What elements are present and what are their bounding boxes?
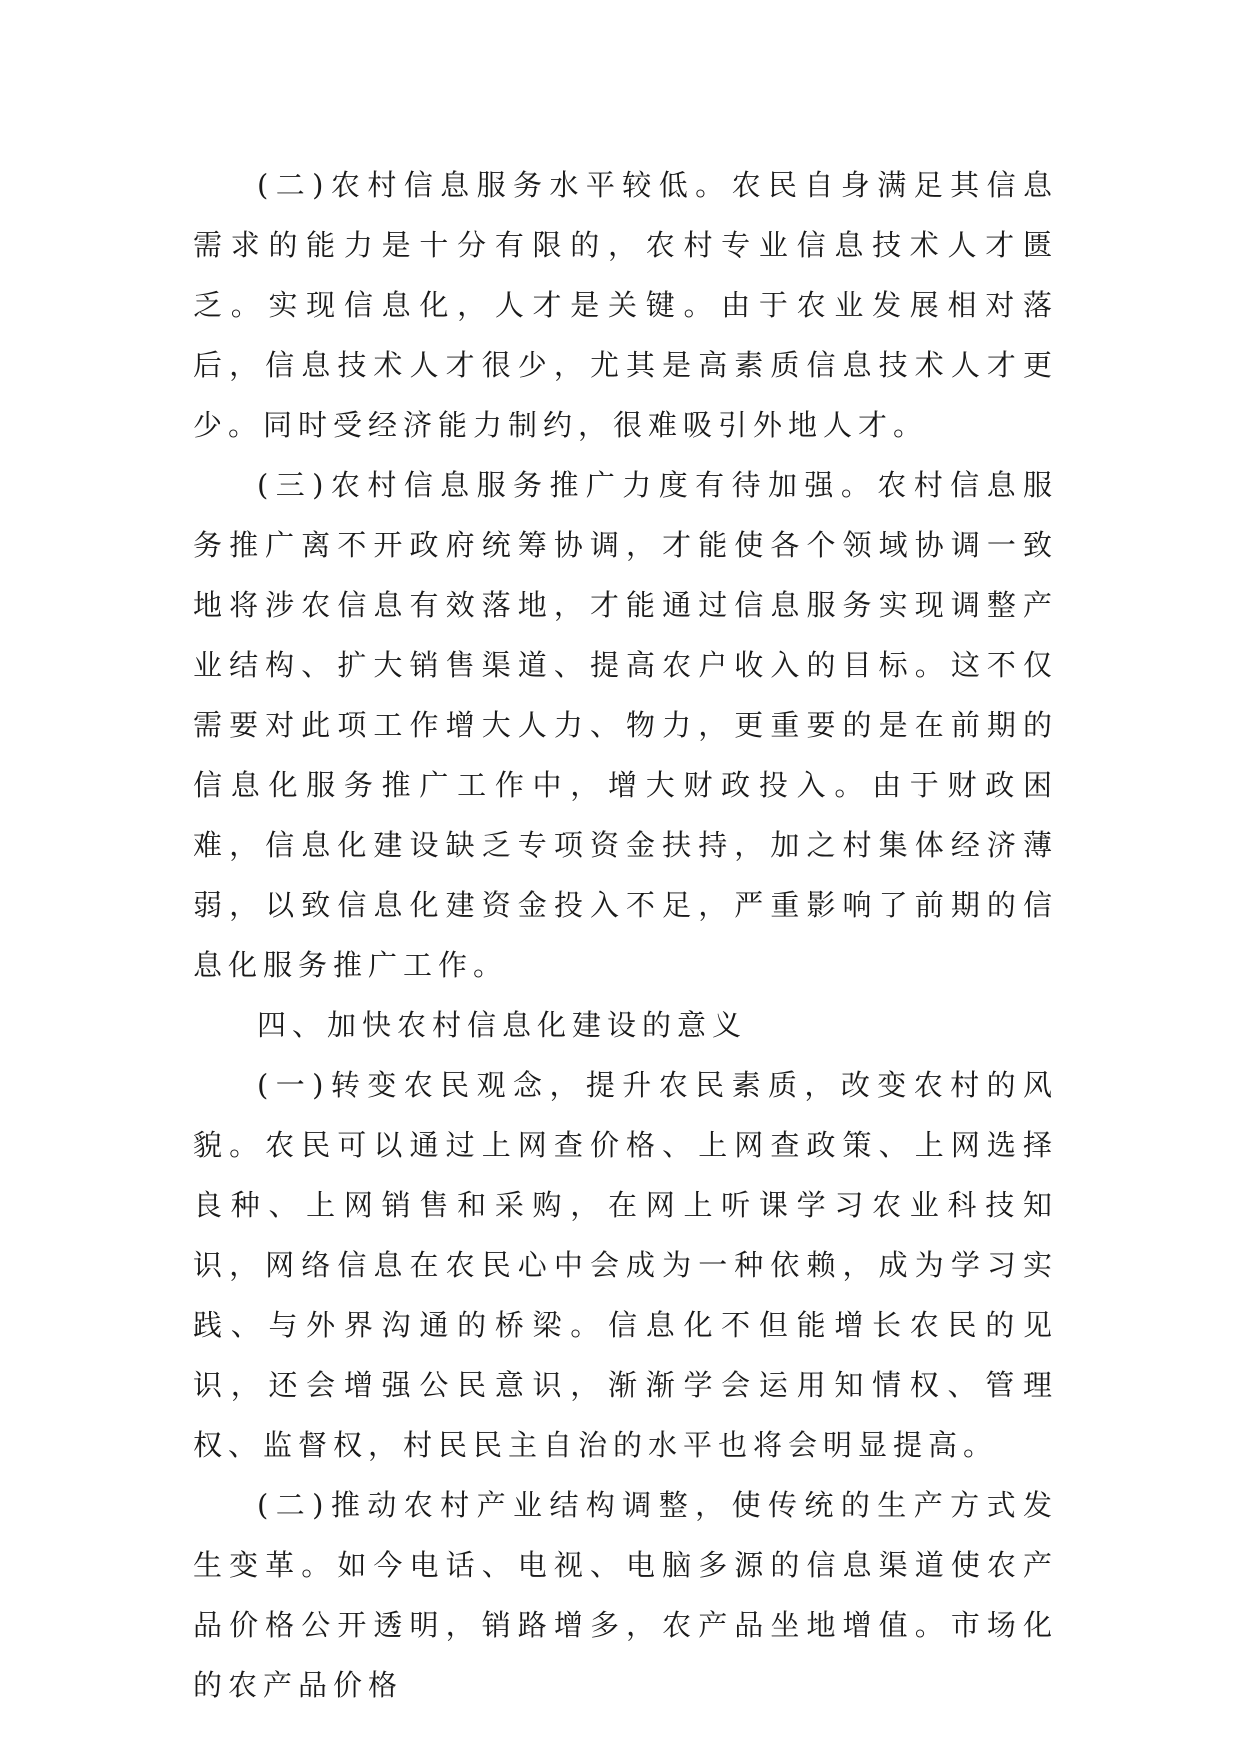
paragraph-change-farmer-concepts: (一)转变农民观念，提升农民素质，改变农村的风貌。农民可以通过上网查价格、上网查政策、上网选择良种、上网销售和采购，在网上听课学习农业科技知识，网络信息在农民心中会成为一种依赖，成为学习实践、与外界沟通的桥梁。信息化不但能增长农民的见识，还会增强公民意识，渐渐学会运用知情权、管理权、监督权，村民民主自治的水平也将会明显提高。	[193, 1068, 1058, 1462]
section-heading-significance: 四、加快农村信息化建设的意义	[257, 1008, 748, 1042]
document-body	[193, 155, 1058, 1715]
paragraph-rural-info-promotion: (三)农村信息服务推广力度有待加强。农村信息服务推广离不开政府统筹协调，才能使各个领域协调一致地将涉农信息有效落地，才能通过信息服务实现调整产业结构、扩大销售渠道、提高农户收入的目标。这不仅需要对此项工作增大人力、物力，更重要的是在前期的信息化服务推广工作中，增大财政投入。由于财政困难，信息化建设缺乏专项资金扶持，加之村集体经济薄弱，以致信息化建资金投入不足，严重影响了前期的信息化服务推广工作。	[193, 468, 1058, 982]
paragraph-rural-info-service-level: (二)农村信息服务水平较低。农民自身满足其信息需求的能力是十分有限的，农村专业信息技术人才匮乏。实现信息化，人才是关键。由于农业发展相对落后，信息技术人才很少，尤其是高素质信息技术人才更少。同时受经济能力制约，很难吸引外地人才。	[193, 168, 1058, 442]
paragraph-industry-restructuring: (二)推动农村产业结构调整，使传统的生产方式发生变革。如今电话、电视、电脑多源的信息渠道使农产品价格公开透明，销路增多，农产品坐地增值。市场化的农产品价格	[193, 1488, 1058, 1702]
